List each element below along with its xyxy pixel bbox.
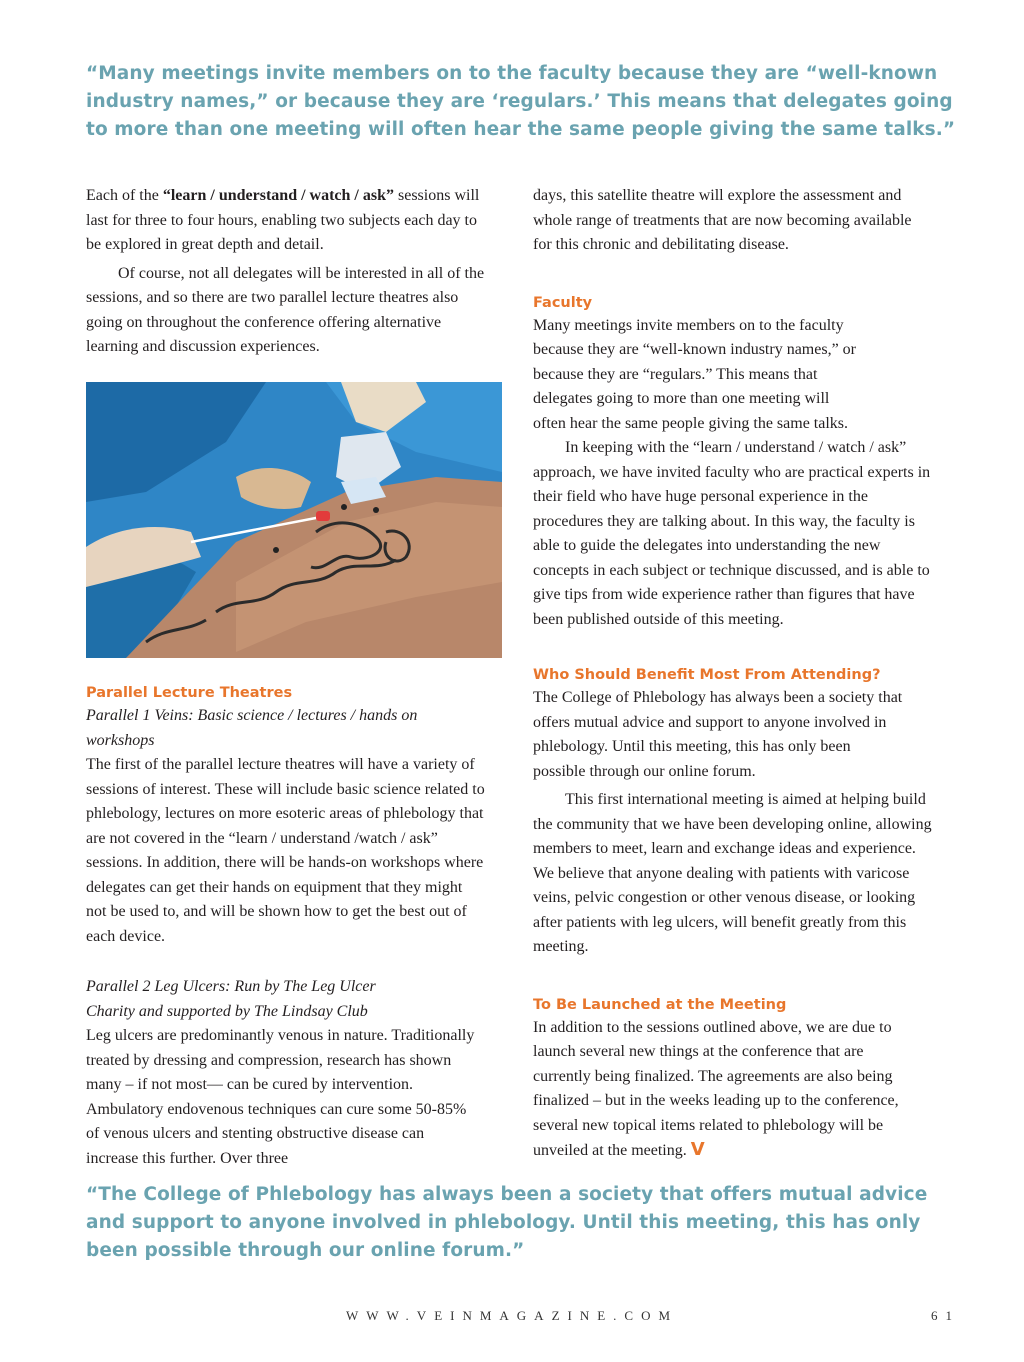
intro-text-before: Each of the: [86, 187, 163, 204]
launch-text: In addition to the sessions outlined above, we are due to launch several new things at the conference that are currently being finalized. The agreements are also being finalized – but in the weeks leading up to the conference, several new topical items related to phlebology will be unveiled at the meeting.: [533, 1018, 899, 1159]
subheading-parallel-1: Parallel 1 Veins: Basic science / lectures / hands on workshops: [86, 707, 418, 749]
faculty-paragraph-2: In keeping with the “learn / understand / watch / ask” approach, we have invited faculty who are practical experts in their field who have huge personal experience in the procedures they are talking about. In this way, the faculty is able to guide the delegates into understanding the new concepts in each subject or technique discussed, and is able to give tips from wide experience rather than figures that have been published outside of this meeting.: [533, 439, 931, 628]
pull-quote-bottom: “The College of Phlebology has always been a society that offers mutual advice and support to anyone involved in phlebology. Until this meeting, this has only been possible through our online forum.”: [86, 1184, 928, 1261]
page-number: 61: [931, 1308, 960, 1323]
footer-url: WWW.VEINMAGAZINE.COM: [345, 1308, 679, 1323]
launch-paragraph: [533, 1016, 913, 1164]
intro-paragraph: [86, 184, 486, 258]
end-mark: V: [690, 1139, 705, 1160]
faculty-paragraph-1: Many meetings invite members on to the faculty because they are “well-known industry names,” or because they are “regulars.” This means that delegates going to more than one meeting will often hear the same people giving the same talks.: [533, 316, 856, 432]
pull-quote-top: “Many meetings invite members on to the faculty because they are “well-known industry names,” or because they are ‘regulars.’ This means that delegates going to more than one meeting will often hear the same people giving the same talks.”: [86, 63, 956, 140]
right-column: [533, 184, 933, 1164]
parallel-1-paragraph: The first of the parallel lecture theatres will have a variety of sessions of interest. These will include basic science related to phlebology, lectures on more esoteric areas of phlebology that are not covered in the “learn / understand /watch / ask” sessions. In addition, there will be hands-on workshops where delegates can get their hands on equipment that they might not be used to, and will be shown how to get the best out of each device.: [86, 756, 485, 945]
left-column-lower: [86, 682, 486, 1171]
heading-to-be-launched: To Be Launched at the Meeting: [533, 996, 787, 1013]
left-column: [86, 184, 486, 360]
heading-parallel-lecture-theatres: Parallel Lecture Theatres: [86, 685, 293, 701]
intro-bold-text: “learn / understand / watch / ask”: [162, 187, 394, 204]
continued-paragraph: days, this satellite theatre will explore the assessment and whole range of treatments that are now becoming available for this chronic and debilitating disease.: [533, 187, 912, 253]
procedure-photo-illustration: [86, 382, 502, 658]
procedure-photo: [86, 382, 502, 658]
intro-text-after: sessions will last for three to four hours, enabling two subjects each day to be explored in great depth and detail.: [86, 187, 480, 253]
parallel-theatres-paragraph: Of course, not all delegates will be interested in all of the sessions, and so there are two parallel lecture theatres also going on throughout the conference offering alternative learning and discussion experiences.: [86, 264, 485, 355]
heading-faculty: Faculty: [533, 294, 593, 311]
benefit-paragraph-2: This first international meeting is aimed at helping build the community that we have been developing online, allowing members to meet, learn and exchange ideas and experience. We believe that anyone dealing with patients with varicose veins, pelvic congestion or other venous disease, or looking after patients with leg ulcers, will benefit greatly from this meeting.: [533, 791, 932, 955]
heading-who-should-benefit: Who Should Benefit Most From Attending?: [533, 667, 881, 683]
parallel-2-paragraph: Leg ulcers are predominantly venous in nature. Traditionally treated by dressing and compression, research has shown many – if not most— can be cured by intervention. Ambulatory endovenous techniques can cure some 50-85% of venous ulcers and stenting obstructive disease can increase this further. Over three: [86, 1027, 475, 1167]
subheading-parallel-2: Parallel 2 Leg Ulcers: Run by The Leg Ulcer Charity and supported by The Lindsay Club: [86, 978, 376, 1020]
benefit-paragraph-1: The College of Phlebology has always been a society that offers mutual advice and support to anyone involved in phlebology. Until this meeting, this has only been possible through our online forum.: [533, 689, 903, 780]
